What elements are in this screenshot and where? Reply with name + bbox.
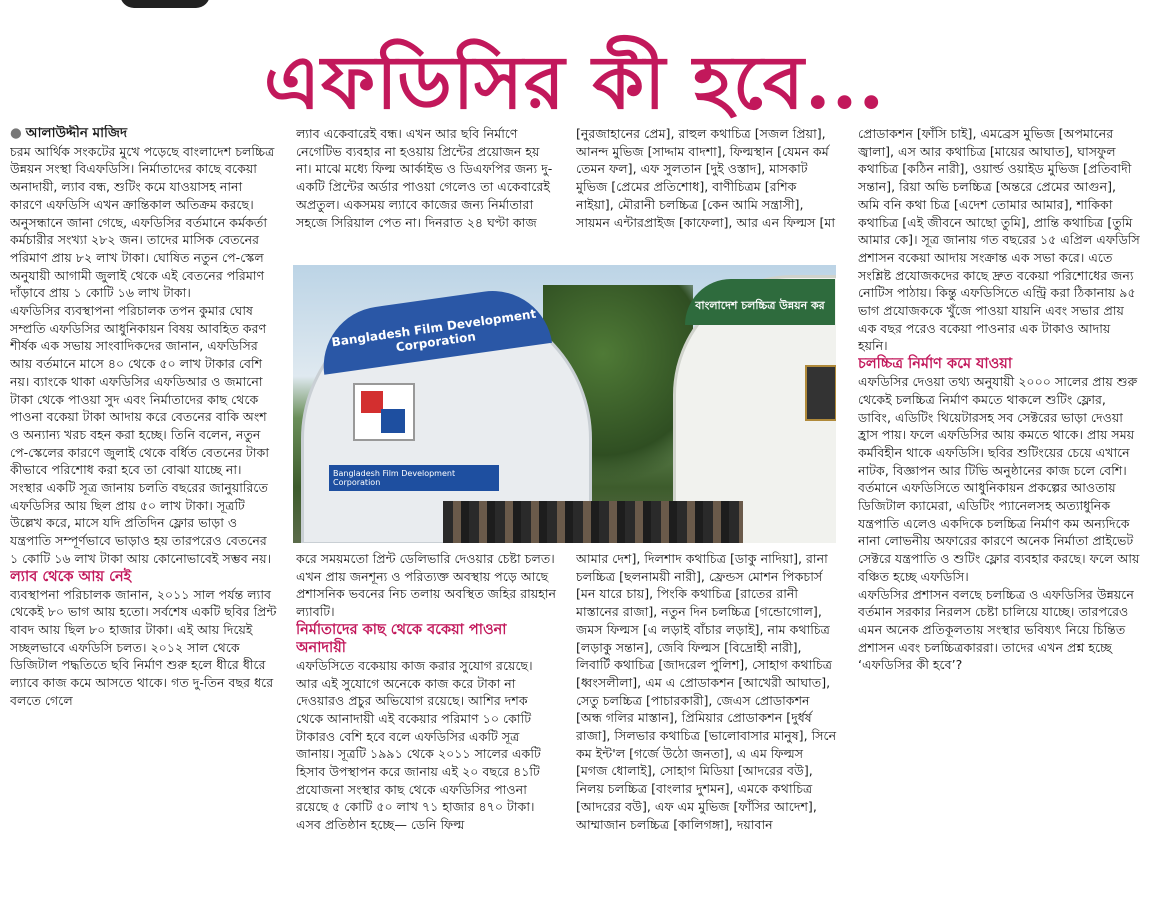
name-board: Bangladesh Film Development Corporation <box>329 465 499 491</box>
paragraph: আমার দেশ], দিলশাদ কথাচিত্র [ডাকু নাদিয়া], রানা চলচ্চিত্র [ছলনাময়ী নারী], ফ্রেন্ডস মোশন পিকচার্স [মন যারে চায়], পিংকি কথাচিত্র [রাতের রানী মাস্তানের রাজা], নতুন দিন চলচ্চিত্র [গন্ডোগোল], জমস ফিল্মস [এ লড়াই বাঁচার লড়াই], নাম কথাচিত্র [লড়াকু সন্তান], জেবি ফিল্মস [বিদ্রোহী নারী], লিবার্টি কথাচিত্র [জাদরেল পুলিশ], সোহাগ কথাচিত্র [ধ্বংসলীলা], এম এ প্রোডাকশন [আখেরী আঘাত], সেতু চলচ্চিত্র [পাচারকারী], জেএস প্রোডাকশন [অন্ধ গলির মাস্তান], প্রিমিয়ার প্রোডাকশন [দুর্ধর্ষ রাজা], সিলভার কথাচিত্র [ভালোবাসার মানুষ], সিনে কম ইন্ট'ল [গর্জে উঠো জনতা], এ এম ফিল্মস [মগজ ধোলাই], সোহাগ মিডিয়া [আদরের বউ], নিলয় চলচ্চিত্র [বাংলার দুশমন], এমকে কথাচিত্র [আদরের বউ], এফ এম মুভিজ [ফাঁসির আদেশ], আম্মাজান চলচ্চিত্র [কালিগঙ্গা], দয়াবান <box>576 551 837 832</box>
paragraph: করে সময়মতো প্রিন্ট ডেলিভারি দেওয়ার চেষ্টা চলত। এখন প্রায় জনশূন্য ও পরিত্যক্ত অবস্থায় পড়ে আছে প্রশাসনিক ভবনের নিচ তলায় অবস্থিত জহির রায়হান ল্যাবটি। <box>296 551 556 620</box>
header-ornament <box>120 0 210 8</box>
fdc-gate-photo <box>293 265 836 543</box>
paragraph: এফডিসির দেওয়া তথ্য অনুযায়ী ২০০০ সালের প্রায় শুরু থেকেই চলচ্চিত্র নির্মাণ কমতে থাকলে শুটিং ফ্লোর, ডাবিং, এডিটিং থিয়েটারসহ সব সেক্টরের ভাড়া দেওয়া হ্রাস পায়। ফলে এফডিসির আয় কমতে থাকে। প্রায় সময় কর্মবিহীন থাকে এফডিসি। ছবির শুটিংয়ের চেয়ে এখানে নাটক, বিজ্ঞাপন আর টিভি অনুষ্ঠানের কাজ চলে বেশি। <box>858 374 1138 478</box>
paragraph: বর্তমানে এফডিসিতে আধুনিকায়ন প্রকল্পের আওতায় ডিজিটাল ক্যামেরা, এডিটিং প্যানেলসহ অত্যাধুনিক যন্ত্রপাতি এলেও একদিকে চলচ্চিত্র নির্মাণ কম অন্যদিকে নানা লোভনীয় অফারের কারণে অনেক নির্মাতা প্রাইভেট সেক্টরে যন্ত্রপাতি ও শুটিং ফ্লোর ব্যবহার করছে। ফলে আয় বঞ্চিত হচ্ছে এফডিসি। <box>858 480 1140 584</box>
column-2-top <box>296 125 558 263</box>
gate-banner-english: Bangladesh Film Development Corporation <box>316 283 552 374</box>
bullet-icon: ● <box>10 125 22 141</box>
subheading: চলচ্চিত্র নির্মাণ কমে যাওয়া <box>858 356 1013 373</box>
paragraph: ব্যবস্থাপনা পরিচালক জানান, ২০১১ সাল পর্যন্ত ল্যাব থেকেই ৮০ ভাগ আয় হতো। সর্বশেষ একটি ছবির প্রিন্ট বাবদ আয় ছিল ৮০ হাজার টাকা। এই আয় দিয়েই সচ্ছলভাবে এফডিসি চলত। ২০১২ সাল থেকে ডিজিটাল পদ্ধতিতে ছবি নির্মাণ শুরু হলে ধীরে ধীরে ল্যাবে কাজ কমে আসতে থাকে। গত দু-তিন বছর ধরে বলতে গেলে <box>10 586 277 708</box>
column-3-top <box>576 125 838 263</box>
paragraph: এফডিসির ব্যবস্থাপনা পরিচালক তপন কুমার ঘোষ সম্প্রতি এফডিসির আধুনিকায়ন বিষয় আবহিত করণ শীর্ষক এক সভায় সাংবাদিকদের জানান, এফডিসির আয় বর্তমানে মাসে ৪০ থেকে ৫০ লাখ টাকার বেশি নয়। ব্যাংকে থাকা এফডিসির এফডিআর ও জমানো টাকা থেকে পাওয়া সুদ এবং নির্মাতাদের কাছ থেকে পাওনা বকেয়া টাকা আদায় করে বেতনের বাকি অংশ ও অন্যান্য খরচ বহন করা হচ্ছে। তিনি বলেন, নতুন পে-স্কেলের কারণে জুলাই থেকে বর্ধিত বেতনের টাকা কীভাবে পরিশোধ করা হবে তা বোঝা যাচ্ছে না। সংস্থার একটি সূত্র জানায় চলতি বছরের জানুয়ারিতে এফডিসির আয় ছিল প্রায় ৫০ লাখ টাকা। সূত্রটি উল্লেখ করে, মাসে যদি প্রতিদিন ফ্লোর ভাড়া ও যন্ত্রপাতি সম্পূর্ণভাবে ভাড়াও হয় তারপরেও বেতনের ১ কোটি ১৬ লাখ টাকা আয় কোনোভাবেই সম্ভব নয়। <box>10 303 272 566</box>
byline <box>10 125 278 143</box>
author-name: আলাউদ্দীন মাজিদ <box>25 125 128 141</box>
crowd <box>443 501 743 543</box>
paragraph: ল্যাব একেবারেই বন্ধ। এখন আর ছবি নির্মাণে নেগেটিভ ব্যবহার না হওয়ায় প্রিন্টের প্রয়োজন হয় না। মাঝে মধ্যে ফিল্ম আর্কাইভ ও ডিএফপির জন্য দু-একটি প্রিন্টের অর্ডার পাওয়া গেলেও তা একেবারেই অপ্রতুল। একসময় ল্যাবে কাজের জন্য নির্মাতারা সহজে সিরিয়াল পেত না। দিনরাত ২৪ ঘণ্টা কাজ <box>296 126 553 230</box>
fdc-logo <box>353 383 415 441</box>
gate-banner-bangla: বাংলাদেশ চলচ্চিত্র উন্নয়ন কর <box>685 279 835 325</box>
portrait <box>805 365 836 421</box>
subheading: নির্মাতাদের কাছ থেকে বকেয়া পাওনা অনাদায়ী <box>296 621 507 656</box>
column-2-bottom <box>296 550 558 895</box>
top-edge <box>0 0 1149 14</box>
paragraph: প্রোডাকশন [ফাঁসি চাই], এমব্রেস মুভিজ [অপমানের জ্বালা], এস আর কথাচিত্র [মায়ের আঘাত], ঘাসফুল কথাচিত্র [কঠিন নারী], ওয়ার্ল্ড ওয়াইড মুভিজ [প্রতিবাদী সন্তান], রিয়া অভি চলচ্চিত্র [অন্তরে প্রেমের আগুন], অমি বনি কথা চিত্র [এদেশ তোমার আমার], শাকিকা কথাচিত্র [এই জীবনে আছো তুমি], প্রান্তি কথাচিত্র [তুমি আমার কে]। সূত্র জানায় গত বছরের ১৫ এপ্রিল এফডিসি প্রশাসন বকেয়া আদায় সংক্রান্ত এক সভা করে। এতে সংশ্লিষ্ট প্রযোজকদের কাছে দ্রুত বকেয়া পরিশোধের জন্য নোটিস পাঠায়। কিন্তু এফডিসিতে এন্ট্রি করা ঠিকানায় ৯৫ ভাগ প্রযোজককে খুঁজে পাওয়া যায়নি এবং সভার প্রায় এক বছর পরেও বকেয়া পাওনার এক টাকাও আদায় হয়নি। <box>858 126 1140 354</box>
paragraph: [নুরজাহানের প্রেম], রাহুল কথাচিত্র [সজল প্রিয়া], আনন্দ মুভিজ [সাদ্দাম বাদশা], ফিল্মস্থান [যেমন কর্ম তেমন ফল], এফ সুলতান [দুই ওস্তাদ], মাসকাট মুভিজ [প্রেমের প্রতিশোধ], বাণীচিত্রম [রশিক নাইয়া], মৌরানী চলচ্চিত্র [কেন আমি সন্ত্রাসী], সায়মন এন্টারপ্রাইজ [কাফেলা], আর এন ফিল্মস [মা <box>576 126 836 230</box>
paragraph: এফডিসির প্রশাসন বলছে চলচ্চিত্র ও এফডিসির উন্নয়নে বর্তমান সরকার নিরলস চেষ্টা চালিয়ে যাচ্ছে। তারপরেও এমন অনেক প্রতিকূলতায় সংস্থার ভবিষ্যৎ নিয়ে চিন্তিত প্রশাসন এবং চলচ্চিত্রকাররা। তাদের এখন প্রশ্ন হচ্ছে ‘এফডিসির কী হবে’? <box>858 586 1134 673</box>
subheading: ল্যাব থেকে আয় নেই <box>10 568 132 585</box>
column-3-bottom <box>576 550 838 895</box>
paragraph: চরম আর্থিক সংকটের মুখে পড়েছে বাংলাদেশ চলচ্চিত্র উন্নয়ন সংস্থা বিএফডিসি। নির্মাতাদের কাছে বকেয়া অনাদায়ী, ল্যাব বন্ধ, শুটিং কমে যাওয়াসহ নানা কারণে এফডিসি এখন ক্রান্তিকাল অতিক্রম করছে। <box>10 143 275 212</box>
column-4 <box>858 125 1140 895</box>
headline: এফডিসির কী হবে... <box>263 40 886 126</box>
column-1 <box>10 125 278 895</box>
paragraph: অনুসন্ধানে জানা গেছে, এফডিসির বর্তমানে কর্মকর্তা কর্মচারীর সংখ্যা ২৮২ জন। তাদের মাসিক বেতনের পরিমাণ প্রায় ৮২ লাখ টাকা। ঘোষিত নতুন পে-স্কেল অনুযায়ী আগামী জুলাই থেকে এই বেতনের পরিমাণ দাঁড়াবে প্রায় ১ কোটি ১৬ লাখ টাকা। <box>10 214 268 301</box>
paragraph: এফডিসিতে বকেয়ায় কাজ করার সুযোগ রয়েছে। আর এই সুযোগে অনেকে কাজ করে টাকা না দেওয়ারও প্রচুর অভিযোগ রয়েছে। আশির দশক থেকে আনাদায়ী এই বকেয়ার পরিমাণ ১০ কোটি টাকারও বেশি হবে বলে এফডিসির একটি সূত্র জানায়। সূত্রটি ১৯৯১ থেকে ২০১১ সালের একটি হিসাব উপস্থাপন করে জানায় এই ২০ বছরে ৪১টি প্রযোজনা সংস্থার কাছ থেকে এফডিসির পাওনা রয়েছে ৫ কোটি ৫০ লাখ ৭১ হাজার ৪৭০ টাকা। এসব প্রতিষ্ঠান হচ্ছে— ডেনি ফিল্ম <box>296 657 541 833</box>
